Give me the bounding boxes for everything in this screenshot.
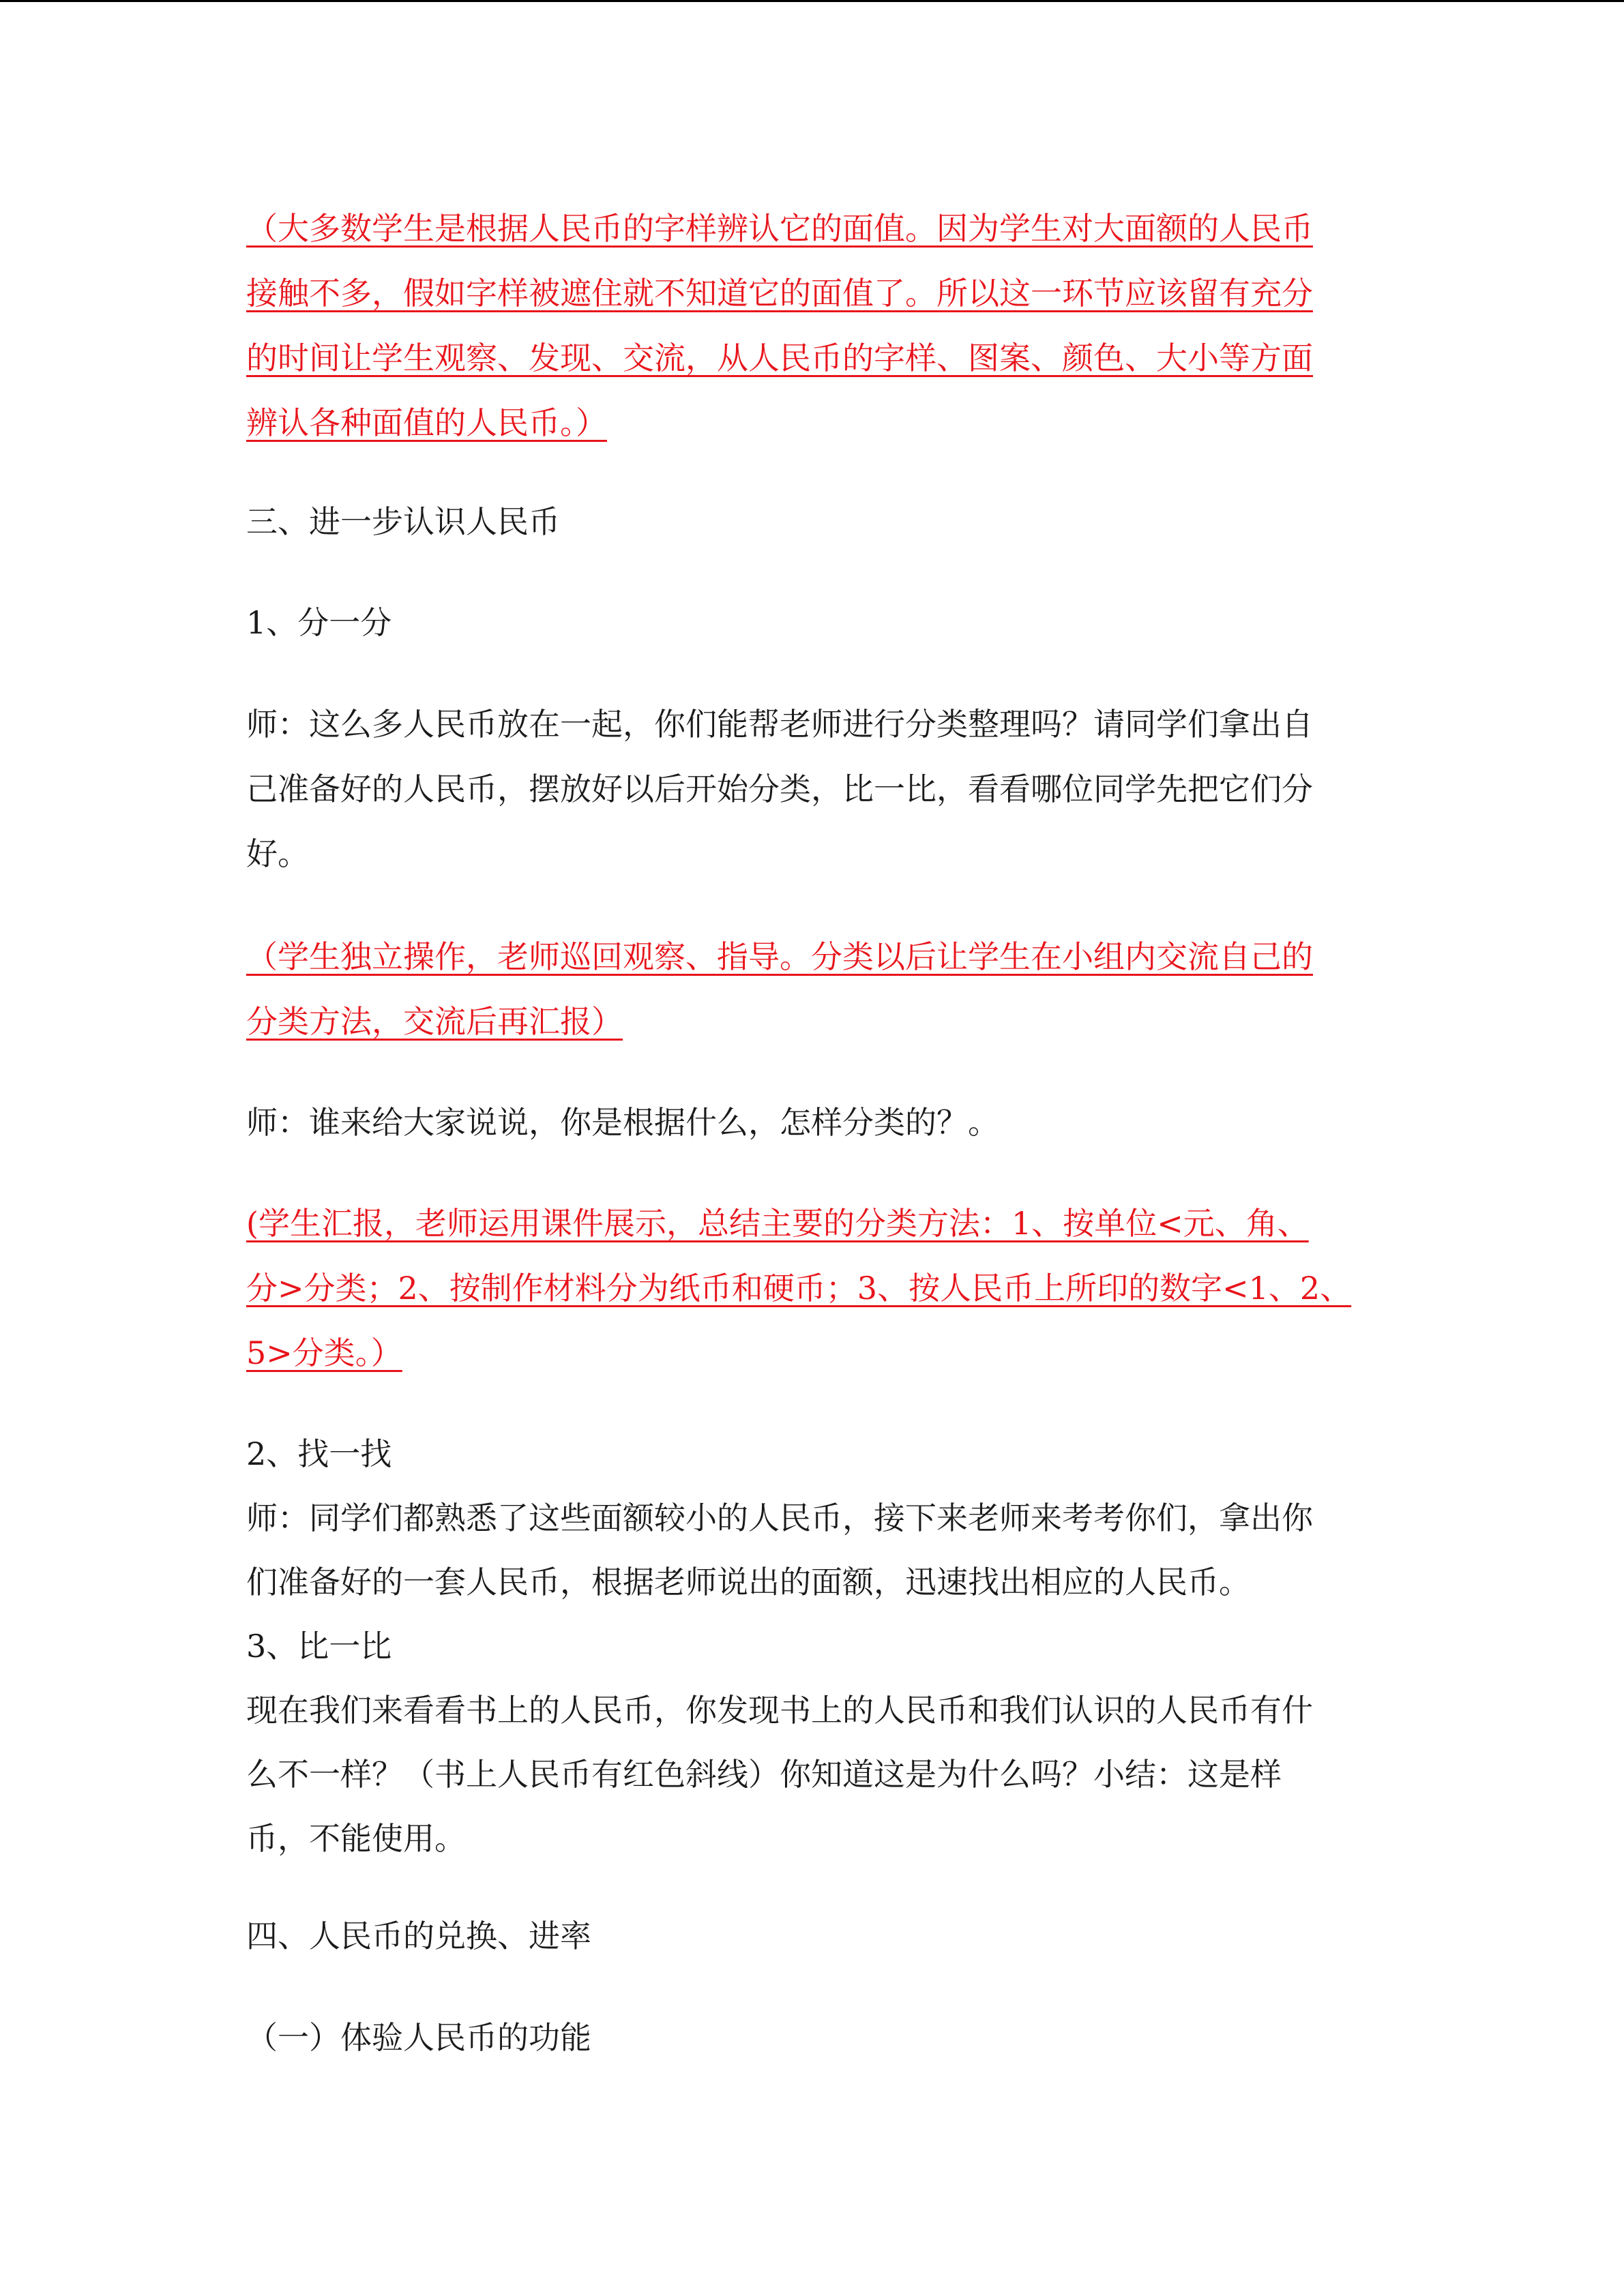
body-text: 们准备好的一套人民币，根据老师说出的面额，迅速找出相应的人民币。 <box>246 1564 1250 1600</box>
text-line <box>246 326 1365 391</box>
body-text: 好。 <box>246 835 309 872</box>
subsection-heading-1 <box>246 591 1365 655</box>
text-line <box>246 196 1365 261</box>
text-line <box>246 1614 1365 1678</box>
text-line <box>246 925 1365 989</box>
red-note-paragraph-1 <box>246 196 1365 456</box>
text-line <box>246 1904 1365 1969</box>
red-underlined-text: （学生独立操作，老师巡回观察、指导。分类以后让学生在小组内交流自己的 <box>246 938 1313 975</box>
text-line <box>246 1806 1365 1870</box>
page-top-border <box>0 0 1624 2</box>
text-line <box>246 1550 1365 1614</box>
red-note-paragraph-2 <box>246 925 1365 1054</box>
text-line <box>246 692 1365 757</box>
teacher-paragraph-1 <box>246 692 1365 886</box>
text-line <box>246 1321 1365 1386</box>
heading-text: 四、人民币的兑换、进率 <box>246 1918 591 1954</box>
section-heading-4 <box>246 1904 1365 1969</box>
text-line <box>246 989 1365 1054</box>
heading-text: 2、找一找 <box>246 1435 392 1472</box>
red-underlined-text: 分>分类；2、按制作材料分为纸币和硬币；3、按人民币上所印的数字<1、2、 <box>246 1270 1352 1307</box>
body-text: 己准备好的人民币，摆放好以后开始分类，比一比，看看哪位同学先把它们分 <box>246 771 1313 807</box>
text-line <box>246 1090 1365 1155</box>
text-line <box>246 591 1365 655</box>
red-underlined-text: 5>分类。） <box>246 1335 402 1371</box>
heading-text: 1、分一分 <box>246 604 392 641</box>
text-line <box>246 490 1365 554</box>
body-text: 师：谁来给大家说说，你是根据什么，怎样分类的？。 <box>246 1104 999 1141</box>
text-line <box>246 1742 1365 1806</box>
text-line <box>246 1486 1365 1550</box>
heading-text: 3、比一比 <box>246 1628 392 1665</box>
text-line <box>246 1422 1365 1486</box>
red-underlined-text: （大多数学生是根据人民币的字样辨认它的面值。因为学生对大面额的人民币 <box>246 210 1313 247</box>
red-note-paragraph-3 <box>246 1191 1365 1386</box>
body-text: 币，不能使用。 <box>246 1820 466 1857</box>
body-text: 师：同学们都熟悉了这些面额较小的人民币，接下来老师来考考你们，拿出你 <box>246 1500 1313 1536</box>
text-line <box>246 2006 1365 2070</box>
red-underlined-text: 的时间让学生观察、发现、交流，从人民币的字样、图案、颜色、大小等方面 <box>246 340 1313 376</box>
red-underlined-text: 辨认各种面值的人民币。） <box>246 404 607 441</box>
body-text: 师：这么多人民币放在一起，你们能帮老师进行分类整理吗？请同学们拿出自 <box>246 706 1313 743</box>
text-line <box>246 822 1365 886</box>
text-line <box>246 1678 1365 1742</box>
text-line <box>246 261 1365 326</box>
find-and-compare-section <box>246 1422 1365 1870</box>
red-underlined-text: 接触不多，假如字样被遮住就不知道它的面值了。所以这一环节应该留有充分 <box>246 275 1313 312</box>
text-line <box>246 1191 1365 1256</box>
red-underlined-text: 分类方法，交流后再汇报） <box>246 1003 623 1040</box>
text-line <box>246 757 1365 822</box>
subsection-heading-4-1 <box>246 2006 1365 2070</box>
section-heading-3 <box>246 490 1365 554</box>
body-text: 现在我们来看看书上的人民币，你发现书上的人民币和我们认识的人民币有什 <box>246 1692 1313 1729</box>
red-underlined-text: (学生汇报，老师运用课件展示，总结主要的分类方法：1、按单位<元、角、 <box>246 1205 1309 1242</box>
text-line <box>246 1256 1365 1321</box>
heading-text: （一）体验人民币的功能 <box>246 2019 591 2056</box>
heading-text: 三、进一步认识人民币 <box>246 503 560 540</box>
teacher-paragraph-2 <box>246 1090 1365 1155</box>
text-line <box>246 391 1365 456</box>
body-text: 么不一样？（书上人民币有红色斜线）你知道这是为什么吗？小结：这是样 <box>246 1756 1282 1793</box>
